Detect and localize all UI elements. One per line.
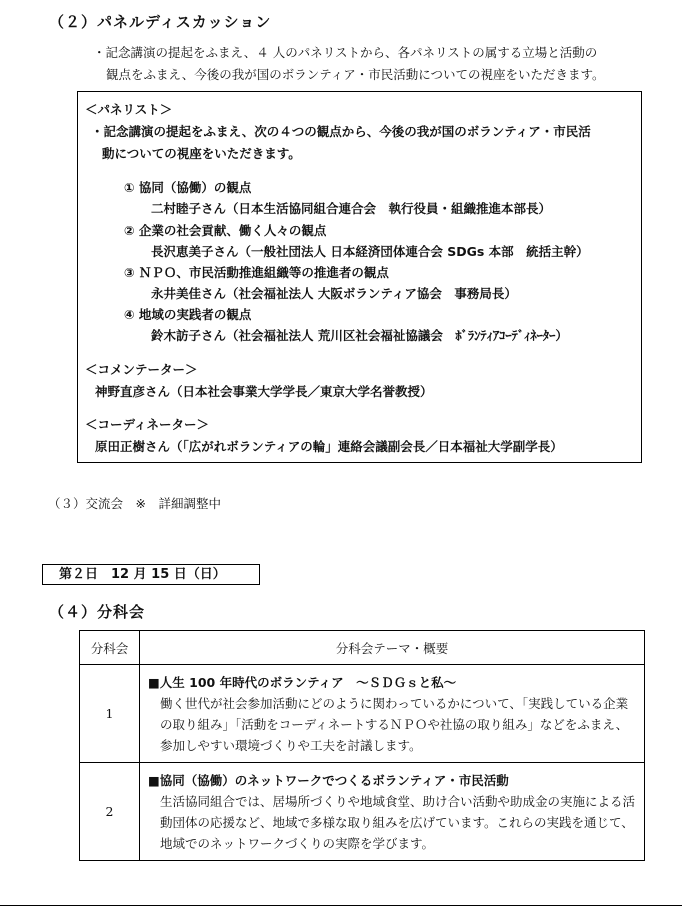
breakout-description: 働く世代が社会参加活動にどのように関わっているかについて、「実践している企業の取り組み」「活動をコーディネートするＮＰＯや社協の取り組み」などをふまえ、参加しやすい環境づくりや工夫を討議します。 <box>160 696 629 753</box>
panel-intro-line2: 観点をふまえ、今後の我が国のボランティア・市民活動についての視座をいただきます。 <box>106 67 605 82</box>
section-title-breakout: （４）分科会 <box>49 603 146 621</box>
panel-item-title: ③ ＮＰＯ、市民活動推進組織等の推進者の観点 <box>124 265 389 280</box>
section-title-exchange: （３）交流会 ※ 詳細調整中 <box>48 496 221 511</box>
section-title-panel-discussion: （２）パネルディスカッション <box>49 13 272 31</box>
table-row <box>80 763 645 861</box>
page-bottom-divider <box>0 905 682 906</box>
panel-intro-line1: ・記念講演の提起をふまえ、４ 人のパネリストから、各パネリストの属する立場と活動の <box>93 45 598 60</box>
panelists-intro-line2: 動についての視座をいただきます。 <box>102 146 301 161</box>
commentator-heading: ＜コメンテーター＞ <box>85 362 198 377</box>
panelist-name: 永井美佳さん（社会福祉法人 大阪ボランティア協会 事務局長） <box>151 286 517 301</box>
table-header-cell: 分科会テーマ・概要 <box>140 631 645 665</box>
panelist-name: 長沢恵美子さん（一般社団法人 日本経済団体連合会 SDGs 本部 統括主幹） <box>151 244 589 259</box>
panel-item-title: ① 協同（協働）の観点 <box>124 180 252 195</box>
breakout-number: 2 <box>80 763 140 861</box>
coordinator-name: 原田正樹さん（「広がれボランティアの輪」連絡会議副会長／日本福祉大学副学長） <box>95 439 563 454</box>
panelist-name: 二村睦子さん（日本生活協同組合連合会 執行役員・組織推進本部長） <box>151 201 552 216</box>
panel-box <box>77 91 642 463</box>
day2-label: 第２日 12 月 15 日（日） <box>42 564 260 585</box>
coordinator-heading: ＜コーディネーター＞ <box>85 417 210 432</box>
panel-item-title: ② 企業の社会貢献、働く人々の観点 <box>124 223 327 238</box>
panelists-heading: ＜パネリスト＞ <box>85 102 173 117</box>
breakout-description: 生活協同組合では、居場所づくりや地域食堂、助け合い活動や助成金の実施による活動団体の応援など、地域で多様な取り組みを広げています。これらの実践を通じて、地域でのネットワークづくりの実際を学びます。 <box>160 794 636 851</box>
breakout-theme: ■協同（協働）のネットワークでつくるボランティア・市民活動 <box>148 773 509 788</box>
breakout-table <box>79 630 645 861</box>
commentator-name: 神野直彦さん（日本社会事業大学学長／東京大学名誉教授） <box>95 384 433 399</box>
table-header-row <box>80 631 645 665</box>
table-header-cell: 分科会 <box>80 631 140 665</box>
table-row <box>80 665 645 763</box>
panel-item-title: ④ 地域の実践者の観点 <box>124 307 252 322</box>
breakout-number: 1 <box>80 665 140 763</box>
panelist-name: 鈴木訪子さん（社会福祉法人 荒川区社会福祉協議会 ﾎﾞﾗﾝﾃｨｱｺｰﾃﾞｨﾈｰﾀｰ） <box>151 328 568 343</box>
breakout-description-cell <box>140 763 645 861</box>
panelists-intro-line1: ・記念講演の提起をふまえ、次の４つの観点から、今後の我が国のボランティア・市民活 <box>91 124 591 139</box>
breakout-description-cell <box>140 665 645 763</box>
breakout-theme: ■人生 100 年時代のボランティア ～ＳＤＧｓと私～ <box>148 675 457 690</box>
